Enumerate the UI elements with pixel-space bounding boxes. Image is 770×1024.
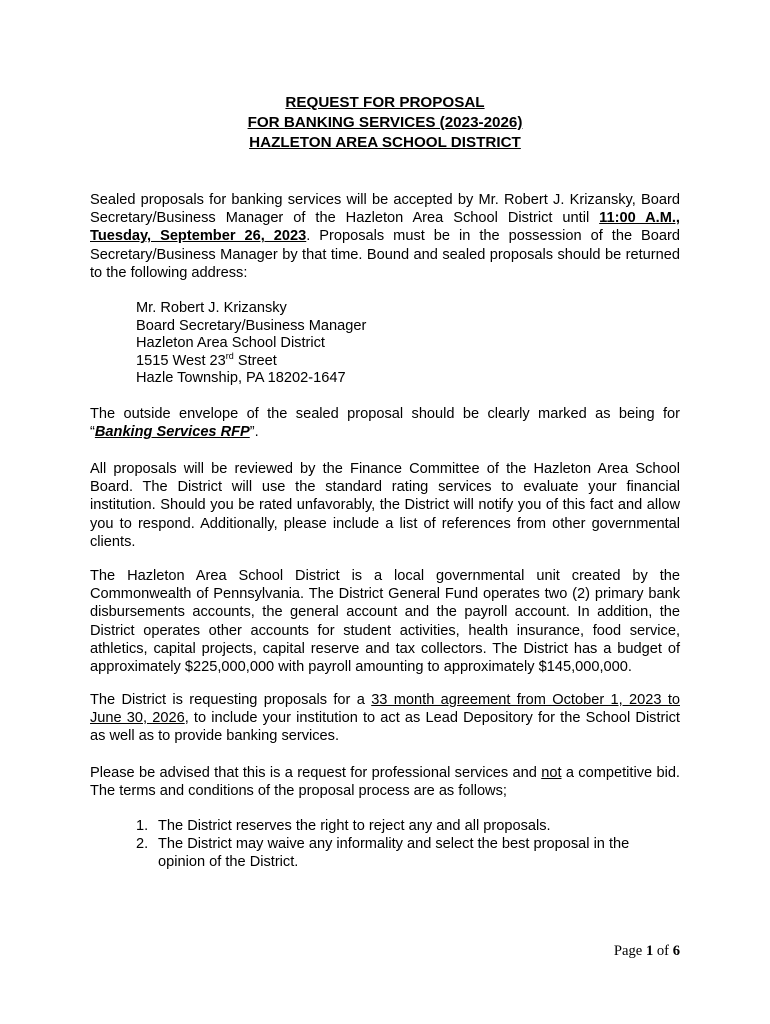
- address-name: Mr. Robert J. Krizansky: [136, 300, 287, 316]
- agreement-term: 33 month agreement from October 1, 2023 to June 30, 2026: [90, 692, 680, 727]
- review-paragraph: All proposals will be reviewed by the Finance Committee of the Hazleton Area School Board. The District will use the standard rating services to evaluate your financial institution. Should you be rated unfavorably, the District will notify you of this fact and allow you to respond. Additionally, please include a list of references from other governmental clients.: [90, 461, 680, 550]
- list-item: 1. The District reserves the right to reject any and all proposals.: [136, 818, 551, 834]
- address-position: Board Secretary/Business Manager: [136, 317, 367, 334]
- title-line-2: FOR BANKING SERVICES (2023-2026): [247, 114, 523, 131]
- title-line-3: HAZLETON AREA SCHOOL DISTRICT: [249, 134, 521, 151]
- document-title: [90, 93, 680, 153]
- deadline-text: 11:00 A.M., Tuesday, September 26, 2023: [90, 210, 680, 245]
- address-city: Hazle Township, PA 18202-1647: [136, 370, 346, 387]
- title-line-1: REQUEST FOR PROPOSAL: [285, 94, 485, 111]
- rfp-label: Banking Services RFP: [94, 424, 250, 441]
- advice-paragraph: Please be advised that this is a request for professional services and not a competitive bid. The terms and conditions of the proposal process are as follows;: [90, 765, 680, 800]
- request-paragraph: The District is requesting proposals for a 33 month agreement from October 1, 2023 to June 30, 2026, to include your institution to act as Lead Depository for the School District as well as to provide banking services.: [90, 692, 680, 745]
- intro-text-a: Sealed proposals for banking services will be accepted by Mr. Robert J. Krizansky, Board Secretary/Business Manager of the Hazleton Area School District until: [90, 192, 680, 227]
- envelope-paragraph: The outside envelope of the sealed proposal should be clearly marked as being for “Banking Services RFP”.: [90, 406, 680, 441]
- district-paragraph: The Hazleton Area School District is a local governmental unit created by the Commonwealth of Pennsylvania. The District General Fund operates two (2) primary bank disbursements accounts, the general account and the payroll account. In addition, the District operates other accounts for student activities, health insurance, food service, athletics, capital projects, capital reserve and tax collectors. The District has a budget of approximately $225,000,000 with payroll amounting to approximately $145,000,000.: [90, 568, 680, 676]
- terms-list: [136, 817, 666, 872]
- address-street: 1515 West 23rd Street: [136, 350, 277, 369]
- mailing-address: [136, 300, 536, 388]
- intro-text-b: . Proposals must be in the possession of the Board Secretary/Business Manager by that time. Bound and sealed proposals should be returned to the following address:: [90, 228, 680, 281]
- list-item: 2. The District may waive any informality and select the best proposal in the opinion of the District.: [136, 836, 630, 871]
- intro-paragraph: [90, 191, 680, 282]
- not-word: not: [541, 765, 562, 781]
- address-org: Hazleton Area School District: [136, 335, 325, 352]
- page-number: Page 1 of 6: [613, 943, 680, 959]
